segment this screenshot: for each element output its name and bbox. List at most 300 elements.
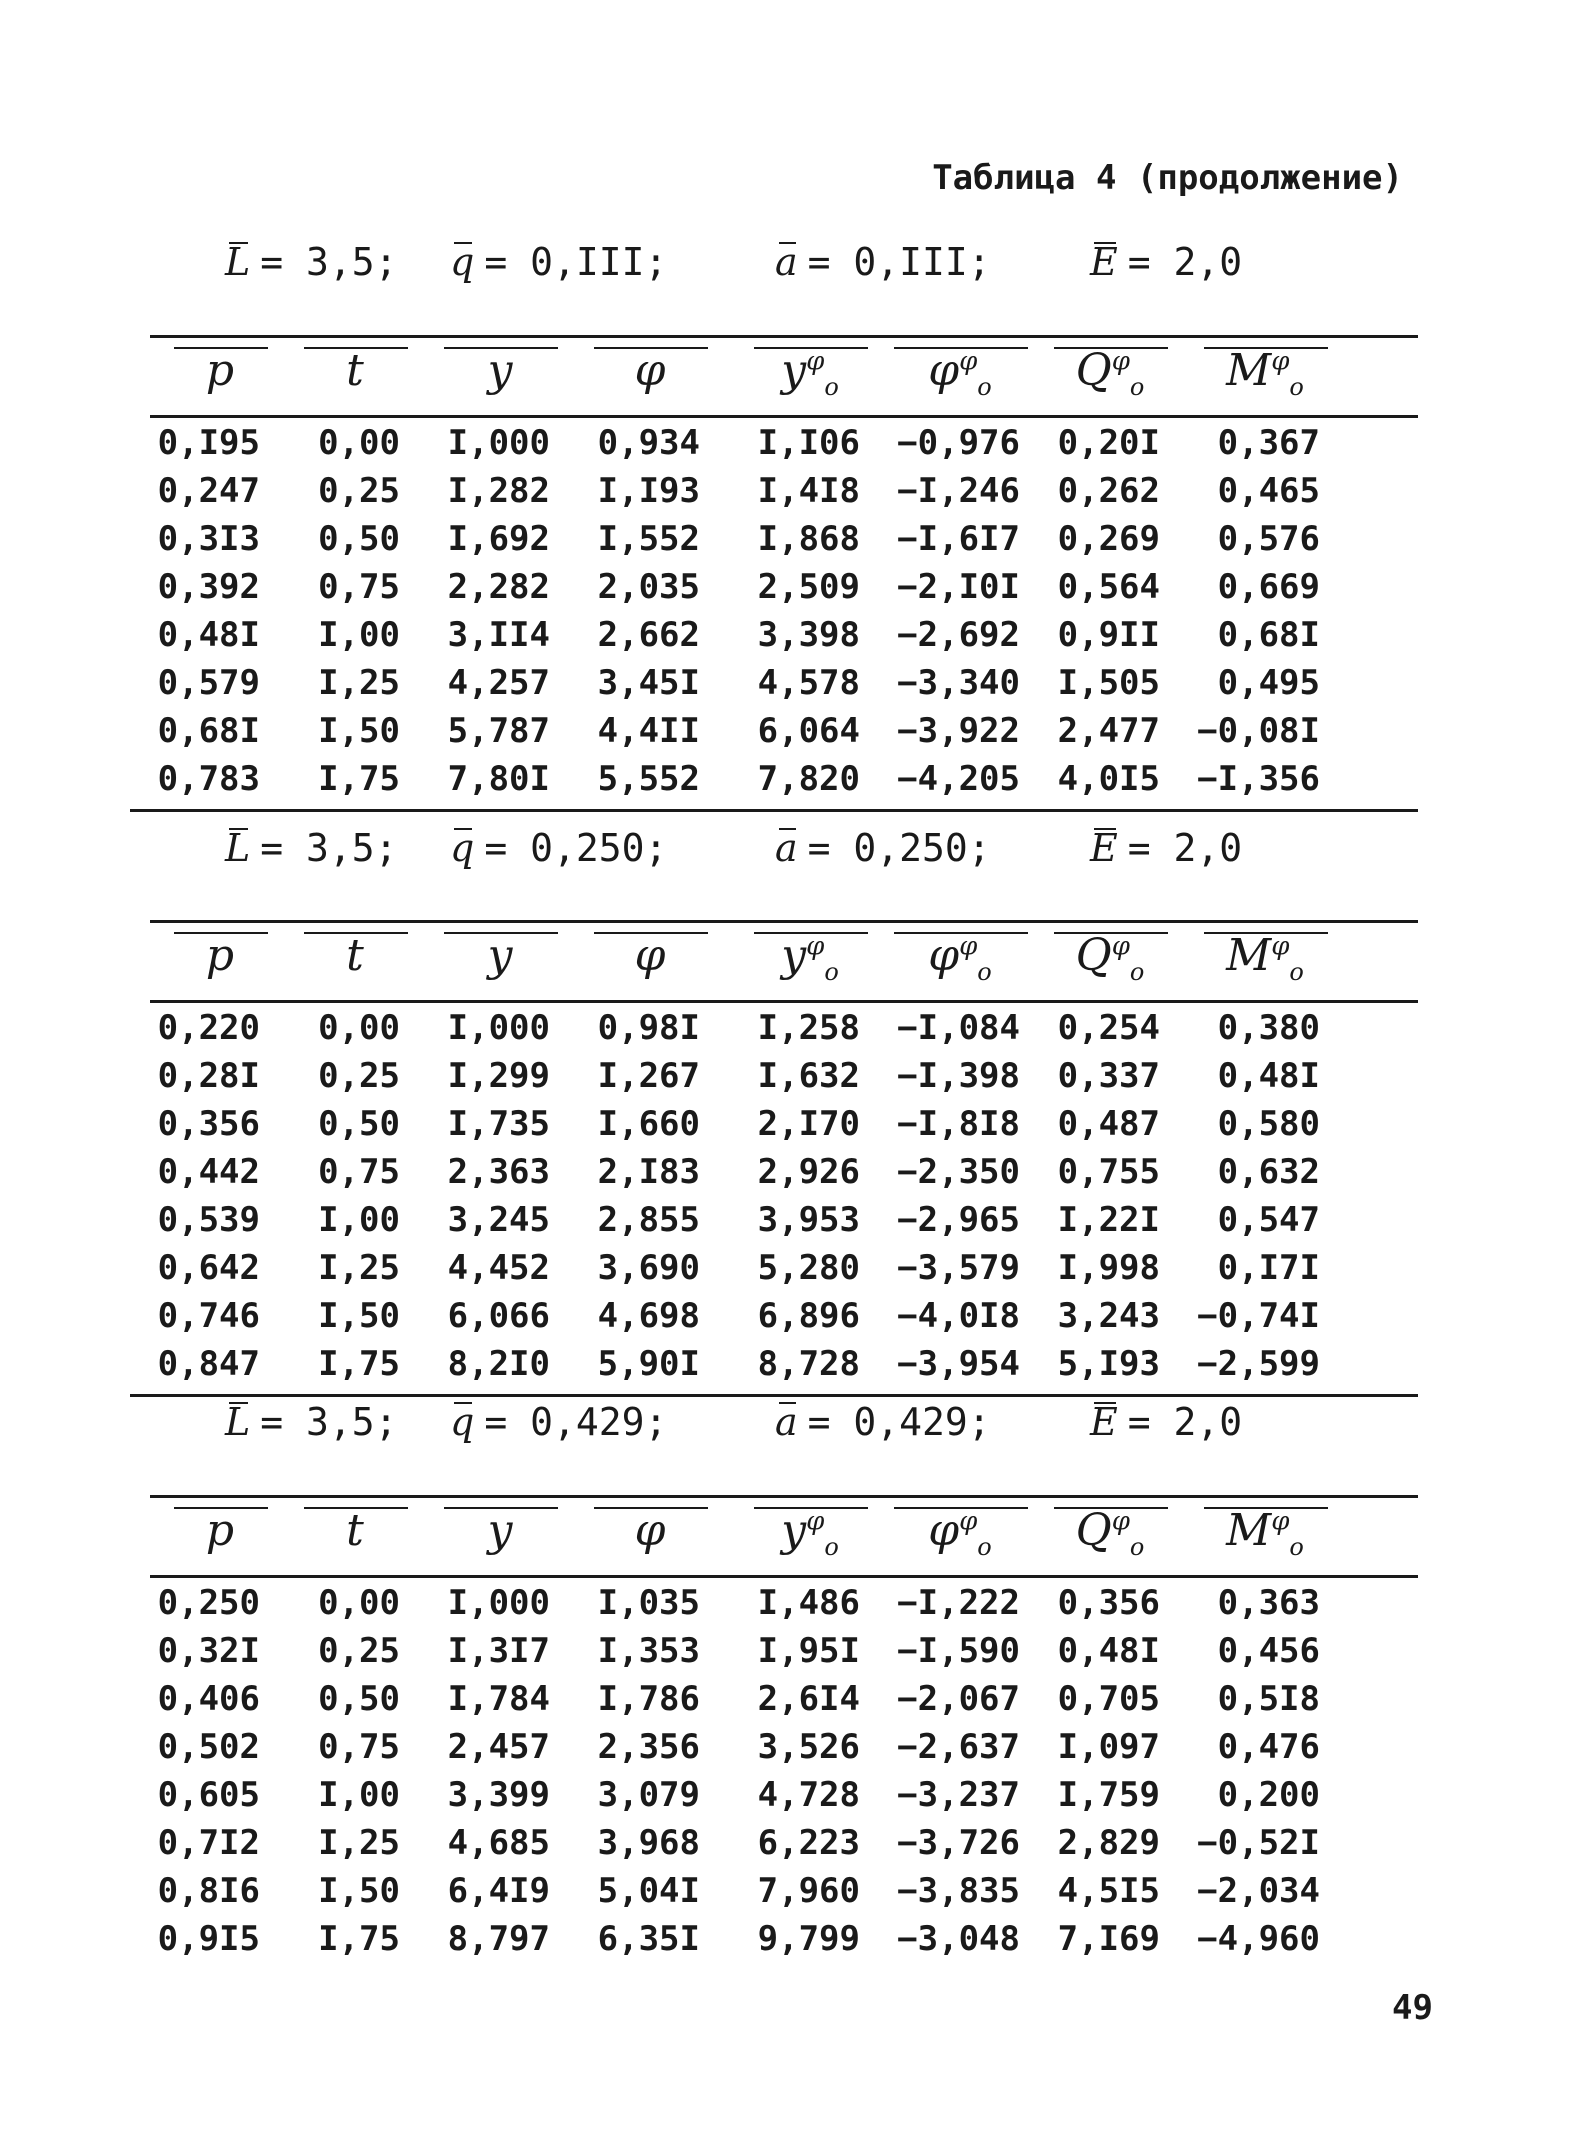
table-cell: I,00 <box>318 1200 400 1240</box>
table-cell: 3,245 <box>447 1200 550 1240</box>
table-cell: 4,698 <box>597 1296 700 1336</box>
param-a <box>775 240 991 284</box>
table-cell: 6,4I9 <box>447 1871 550 1911</box>
table-cell: 0,642 <box>157 1248 260 1288</box>
table-cell: 0,00 <box>318 1583 400 1623</box>
param-l <box>225 826 398 870</box>
param-value: = 3,5; <box>260 1400 398 1444</box>
column-superscript: φ <box>1111 346 1130 377</box>
column-symbol: t <box>346 1505 364 1556</box>
param-value: = 2,0 <box>1127 826 1243 870</box>
table-cell: −I,246 <box>897 471 1020 511</box>
table-cell: I,50 <box>318 1296 400 1336</box>
table-row <box>150 419 1418 467</box>
table-cell: I,25 <box>318 1823 400 1863</box>
table-top-rule <box>150 335 1418 338</box>
table-row <box>150 1867 1418 1915</box>
column-symbol: p <box>205 1505 235 1556</box>
column-symbol: t <box>346 345 364 396</box>
table-row <box>150 659 1418 707</box>
table-cell: 0,200 <box>1217 1775 1320 1815</box>
table-cell: I,786 <box>597 1679 700 1719</box>
table-cell: 0,247 <box>157 471 260 511</box>
table-cell: 0,20I <box>1057 423 1160 463</box>
column-symbol: y <box>487 1505 513 1556</box>
table-cell: 0,25 <box>318 471 400 511</box>
column-header <box>300 345 410 396</box>
table-cell: 5,04I <box>597 1871 700 1911</box>
table-cell: 4,4II <box>597 711 700 751</box>
table-cell: 3,398 <box>757 615 860 655</box>
table-cell: I,25 <box>318 663 400 703</box>
table-cell: 0,220 <box>157 1008 260 1048</box>
table-row <box>150 515 1418 563</box>
table-cell: I,50 <box>318 711 400 751</box>
table-header <box>150 930 1418 1000</box>
column-header <box>440 345 560 396</box>
table-row <box>150 707 1418 755</box>
column-header <box>1200 345 1330 401</box>
table-cell: I,735 <box>447 1104 550 1144</box>
table-cell: I,035 <box>597 1583 700 1623</box>
table-cell: −0,74I <box>1197 1296 1320 1336</box>
table-cell: 3,526 <box>757 1727 860 1767</box>
table-cell: I,000 <box>447 1008 550 1048</box>
table-cell: −4,960 <box>1197 1919 1320 1959</box>
table-row <box>150 1052 1418 1100</box>
table-row <box>150 1627 1418 1675</box>
table-cell: 3,II4 <box>447 615 550 655</box>
table-cell: 0,495 <box>1217 663 1320 703</box>
table-row <box>150 1292 1418 1340</box>
table-cell: I,4I8 <box>757 471 860 511</box>
table-cell: 0,442 <box>157 1152 260 1192</box>
table-cell: −I,356 <box>1197 759 1320 799</box>
column-symbol: Q <box>1075 345 1112 396</box>
table-cell: I,000 <box>447 423 550 463</box>
table-cell: 5,I93 <box>1057 1344 1160 1384</box>
table-cell: 0,75 <box>318 1727 400 1767</box>
table-cell: I,50 <box>318 1871 400 1911</box>
column-header <box>1050 930 1170 986</box>
table-cell: 7,I69 <box>1057 1919 1160 1959</box>
column-subscript: o <box>1289 1532 1304 1561</box>
table-cell: 6,223 <box>757 1823 860 1863</box>
table-cell: 0,32I <box>157 1631 260 1671</box>
table-cell: −3,726 <box>897 1823 1020 1863</box>
column-subscript: o <box>977 957 992 986</box>
table-cell: 8,797 <box>447 1919 550 1959</box>
table-cell: 0,580 <box>1217 1104 1320 1144</box>
table-row <box>150 1723 1418 1771</box>
table-cell: 8,2I0 <box>447 1344 550 1384</box>
table-cell: 0,579 <box>157 663 260 703</box>
table-cell: 3,45I <box>597 663 700 703</box>
table-cell: 0,50 <box>318 1104 400 1144</box>
table-cell: 0,269 <box>1057 519 1160 559</box>
column-symbol: φ <box>634 345 666 396</box>
table-cell: 0,I7I <box>1217 1248 1320 1288</box>
table-cell: −3,835 <box>897 1871 1020 1911</box>
param-e <box>1090 1400 1242 1444</box>
column-symbol: M <box>1226 345 1272 396</box>
table-cell: 0,367 <box>1217 423 1320 463</box>
column-header <box>890 1505 1030 1561</box>
table-cell: 4,452 <box>447 1248 550 1288</box>
table-cell: I,75 <box>318 1919 400 1959</box>
table-cell: 0,I95 <box>157 423 260 463</box>
column-subscript: o <box>1289 957 1304 986</box>
param-a <box>775 1400 991 1444</box>
table-cell: 0,783 <box>157 759 260 799</box>
column-symbol: t <box>346 930 364 981</box>
table-cell: 2,457 <box>447 1727 550 1767</box>
param-value: = 3,5; <box>260 826 398 870</box>
table-cell: 0,7I2 <box>157 1823 260 1863</box>
table-cell: I,000 <box>447 1583 550 1623</box>
table-cell: 0,25 <box>318 1056 400 1096</box>
table-cell: 0,28I <box>157 1056 260 1096</box>
table-cell: 0,605 <box>157 1775 260 1815</box>
column-header <box>1050 1505 1170 1561</box>
column-superscript: φ <box>1111 931 1130 962</box>
column-symbol: M <box>1226 1505 1272 1556</box>
table-cell: 0,934 <box>597 423 700 463</box>
column-header <box>750 345 870 401</box>
column-header <box>590 930 710 981</box>
column-header <box>1200 930 1330 986</box>
table-cell: 4,578 <box>757 663 860 703</box>
table-row <box>150 1340 1418 1388</box>
section-params <box>0 240 1573 300</box>
column-symbol: p <box>205 930 235 981</box>
column-superscript: φ <box>959 346 978 377</box>
table-body <box>150 1004 1418 1388</box>
table-cell: −0,08I <box>1197 711 1320 751</box>
table-cell: 0,3I3 <box>157 519 260 559</box>
table-cell: 6,064 <box>757 711 860 751</box>
table-cell: 0,487 <box>1057 1104 1160 1144</box>
table-cell: −2,692 <box>897 615 1020 655</box>
column-superscript: φ <box>806 931 825 962</box>
table-cell: 6,35I <box>597 1919 700 1959</box>
table-cell: 5,552 <box>597 759 700 799</box>
table-cell: 0,75 <box>318 567 400 607</box>
table-cell: −3,340 <box>897 663 1020 703</box>
table-cell: 0,755 <box>1057 1152 1160 1192</box>
table-cell: 0,380 <box>1217 1008 1320 1048</box>
section-params <box>0 1400 1573 1460</box>
table-cell: I,I93 <box>597 471 700 511</box>
table-cell: 2,509 <box>757 567 860 607</box>
data-table <box>150 1495 1418 1973</box>
table-cell: I,75 <box>318 1344 400 1384</box>
table-cell: 0,00 <box>318 1008 400 1048</box>
header-rule <box>150 1575 1418 1578</box>
table-row <box>150 755 1418 803</box>
column-subscript: o <box>1289 372 1304 401</box>
table-cell: 2,I70 <box>757 1104 860 1144</box>
table-cell: 6,066 <box>447 1296 550 1336</box>
table-cell: −3,922 <box>897 711 1020 751</box>
column-subscript: o <box>1129 372 1145 401</box>
table-cell: 0,406 <box>157 1679 260 1719</box>
table-cell: 3,690 <box>597 1248 700 1288</box>
table-cell: I,75 <box>318 759 400 799</box>
table-cell: 0,8I6 <box>157 1871 260 1911</box>
table-cell: 0,250 <box>157 1583 260 1623</box>
table-cell: 2,926 <box>757 1152 860 1192</box>
table-cell: 0,5I8 <box>1217 1679 1320 1719</box>
column-symbol: y <box>781 930 807 981</box>
table-cell: 5,787 <box>447 711 550 751</box>
table-cell: I,258 <box>757 1008 860 1048</box>
table-cell: −2,I0I <box>897 567 1020 607</box>
table-cell: I,759 <box>1057 1775 1160 1815</box>
table-cell: 0,98I <box>597 1008 700 1048</box>
table-cell: I,22I <box>1057 1200 1160 1240</box>
table-cell: 0,456 <box>1217 1631 1320 1671</box>
table-cell: 0,00 <box>318 423 400 463</box>
table-cell: 0,25 <box>318 1631 400 1671</box>
column-header <box>890 930 1030 986</box>
table-cell: 4,728 <box>757 1775 860 1815</box>
table-row <box>150 1004 1418 1052</box>
column-symbol: φ <box>928 345 960 396</box>
param-symbol: L <box>225 1400 251 1444</box>
table-cell: I,998 <box>1057 1248 1160 1288</box>
table-cell: I,282 <box>447 471 550 511</box>
table-cell: I,632 <box>757 1056 860 1096</box>
table-cell: I,95I <box>757 1631 860 1671</box>
column-superscript: φ <box>959 1506 978 1537</box>
param-q <box>450 826 667 870</box>
table-cell: 5,280 <box>757 1248 860 1288</box>
table-cell: 0,705 <box>1057 1679 1160 1719</box>
table-cell: 0,746 <box>157 1296 260 1336</box>
table-cell: I,353 <box>597 1631 700 1671</box>
table-cell: I,784 <box>447 1679 550 1719</box>
column-subscript: o <box>1129 957 1145 986</box>
table-cell: 3,968 <box>597 1823 700 1863</box>
table-cell: −2,350 <box>897 1152 1020 1192</box>
table-cell: I,25 <box>318 1248 400 1288</box>
param-e <box>1090 240 1242 284</box>
table-cell: −2,599 <box>1197 1344 1320 1384</box>
table-cell: I,00 <box>318 615 400 655</box>
table-cell: −4,0I8 <box>897 1296 1020 1336</box>
column-symbol: φ <box>634 1505 666 1556</box>
param-value: = 0,III; <box>484 240 668 284</box>
table-cell: I,692 <box>447 519 550 559</box>
param-symbol: E <box>1090 826 1118 870</box>
table-row <box>150 563 1418 611</box>
param-value: = 0,429; <box>484 1400 668 1444</box>
table-cell: 2,829 <box>1057 1823 1160 1863</box>
column-symbol: Q <box>1075 930 1112 981</box>
column-superscript: φ <box>1271 1506 1290 1537</box>
table-cell: 4,5I5 <box>1057 1871 1160 1911</box>
column-superscript: φ <box>806 346 825 377</box>
table-cell: 0,337 <box>1057 1056 1160 1096</box>
table-top-rule <box>150 920 1418 923</box>
column-superscript: φ <box>959 931 978 962</box>
table-cell: 0,502 <box>157 1727 260 1767</box>
column-symbol: y <box>781 1505 807 1556</box>
table-cell: 3,399 <box>447 1775 550 1815</box>
page-number: 49 <box>1392 1988 1433 2028</box>
table-cell: 7,820 <box>757 759 860 799</box>
table-cell: 2,662 <box>597 615 700 655</box>
table-cell: 2,I83 <box>597 1152 700 1192</box>
column-symbol: φ <box>928 930 960 981</box>
column-header <box>750 930 870 986</box>
column-superscript: φ <box>1271 931 1290 962</box>
table-cell: 0,48I <box>1057 1631 1160 1671</box>
table-cell: 0,356 <box>157 1104 260 1144</box>
table-cell: −2,067 <box>897 1679 1020 1719</box>
column-symbol: φ <box>634 930 666 981</box>
table-cell: 0,547 <box>1217 1200 1320 1240</box>
table-row <box>150 1196 1418 1244</box>
param-value: = 0,250; <box>807 826 991 870</box>
table-cell: −I,590 <box>897 1631 1020 1671</box>
param-value: = 0,250; <box>484 826 668 870</box>
table-cell: 0,392 <box>157 567 260 607</box>
param-symbol: q <box>450 1400 475 1444</box>
table-cell: 0,476 <box>1217 1727 1320 1767</box>
param-symbol: E <box>1090 240 1118 284</box>
table-cell: I,868 <box>757 519 860 559</box>
table-body <box>150 1579 1418 1963</box>
column-header <box>170 1505 270 1556</box>
table-cell: 2,363 <box>447 1152 550 1192</box>
column-header <box>300 1505 410 1556</box>
table-cell: I,299 <box>447 1056 550 1096</box>
table-cell: 2,356 <box>597 1727 700 1767</box>
table-row <box>150 1244 1418 1292</box>
column-symbol: y <box>487 930 513 981</box>
column-header <box>440 930 560 981</box>
column-symbol: φ <box>928 1505 960 1556</box>
column-superscript: φ <box>806 1506 825 1537</box>
param-e <box>1090 826 1242 870</box>
header-rule <box>150 415 1418 418</box>
param-l <box>225 1400 398 1444</box>
param-value: = 2,0 <box>1127 240 1243 284</box>
header-rule <box>150 1000 1418 1003</box>
table-top-rule <box>150 1495 1418 1498</box>
table-cell: 9,799 <box>757 1919 860 1959</box>
table-cell: −2,637 <box>897 1727 1020 1767</box>
table-cell: 2,282 <box>447 567 550 607</box>
column-symbol: Q <box>1075 1505 1112 1556</box>
table-row <box>150 1148 1418 1196</box>
table-cell: −3,579 <box>897 1248 1020 1288</box>
column-header <box>170 930 270 981</box>
table-cell: I,3I7 <box>447 1631 550 1671</box>
table-cell: 6,896 <box>757 1296 860 1336</box>
table-row <box>150 611 1418 659</box>
table-cell: 0,75 <box>318 1152 400 1192</box>
table-cell: 3,953 <box>757 1200 860 1240</box>
table-cell: 0,48I <box>1217 1056 1320 1096</box>
column-symbol: p <box>205 345 235 396</box>
table-row <box>150 1579 1418 1627</box>
table-bottom-rule <box>130 1394 1418 1397</box>
param-value: = 0,III; <box>807 240 991 284</box>
table-cell: −I,084 <box>897 1008 1020 1048</box>
param-symbol: L <box>225 826 251 870</box>
table-cell: I,097 <box>1057 1727 1160 1767</box>
column-header <box>1200 1505 1330 1561</box>
table-body <box>150 419 1418 803</box>
table-cell: 4,0I5 <box>1057 759 1160 799</box>
table-cell: −0,976 <box>897 423 1020 463</box>
table-cell: 0,363 <box>1217 1583 1320 1623</box>
column-superscript: φ <box>1111 1506 1130 1537</box>
table-row <box>150 1675 1418 1723</box>
param-symbol: L <box>225 240 251 284</box>
column-header <box>1050 345 1170 401</box>
table-cell: 2,477 <box>1057 711 1160 751</box>
table-cell: I,505 <box>1057 663 1160 703</box>
table-cell: 0,68I <box>157 711 260 751</box>
table-cell: 3,243 <box>1057 1296 1160 1336</box>
table-cell: −3,237 <box>897 1775 1020 1815</box>
param-q <box>450 240 667 284</box>
table-cell: 0,50 <box>318 1679 400 1719</box>
table-cell: 2,855 <box>597 1200 700 1240</box>
table-row <box>150 1819 1418 1867</box>
table-cell: 0,576 <box>1217 519 1320 559</box>
column-header <box>440 1505 560 1556</box>
table-cell: 7,960 <box>757 1871 860 1911</box>
param-symbol: a <box>775 240 798 284</box>
table-cell: I,00 <box>318 1775 400 1815</box>
param-value: = 0,429; <box>807 1400 991 1444</box>
table-cell: −I,6I7 <box>897 519 1020 559</box>
table-cell: −I,222 <box>897 1583 1020 1623</box>
table-cell: 0,564 <box>1057 567 1160 607</box>
table-row <box>150 1915 1418 1963</box>
column-header <box>590 1505 710 1556</box>
table-header <box>150 345 1418 415</box>
table-row <box>150 1100 1418 1148</box>
param-q <box>450 1400 667 1444</box>
column-header <box>300 930 410 981</box>
param-value: = 2,0 <box>1127 1400 1243 1444</box>
column-subscript: o <box>824 372 839 401</box>
param-value: = 3,5; <box>260 240 398 284</box>
table-cell: −2,965 <box>897 1200 1020 1240</box>
table-cell: 0,847 <box>157 1344 260 1384</box>
data-table <box>150 920 1418 1398</box>
column-header <box>170 345 270 396</box>
table-cell: 0,356 <box>1057 1583 1160 1623</box>
table-cell: −0,52I <box>1197 1823 1320 1863</box>
table-cell: 2,035 <box>597 567 700 607</box>
table-cell: 5,90I <box>597 1344 700 1384</box>
column-header <box>750 1505 870 1561</box>
column-subscript: o <box>824 1532 839 1561</box>
param-symbol: a <box>775 1400 798 1444</box>
section-params <box>0 826 1573 886</box>
table-cell: 7,80I <box>447 759 550 799</box>
table-cell: 4,257 <box>447 663 550 703</box>
column-symbol: y <box>781 345 807 396</box>
column-subscript: o <box>977 372 992 401</box>
